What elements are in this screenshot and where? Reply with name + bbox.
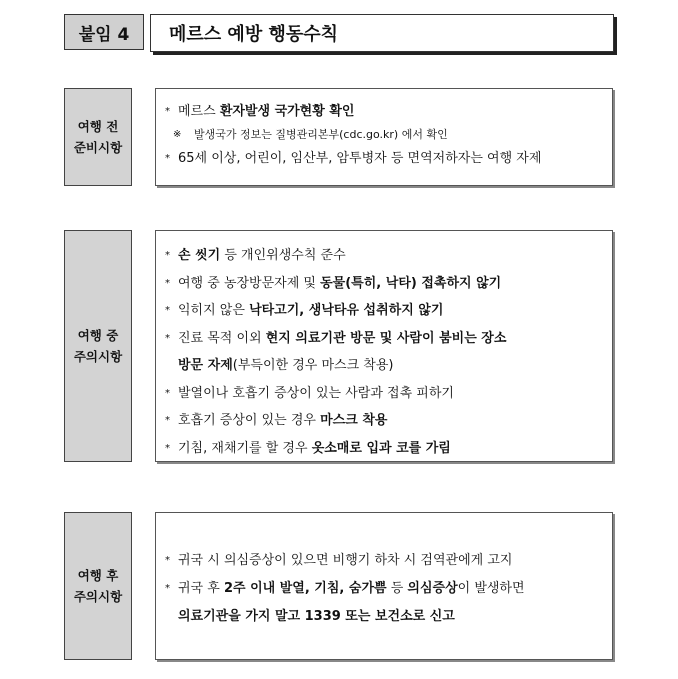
emphasis-text: 현지 의료기관 방문 및 사람이 붐비는 장소 — [265, 330, 507, 346]
bullet-marker: * — [165, 305, 170, 316]
bullet-marker: * — [165, 442, 170, 454]
list-item — [156, 380, 612, 408]
emphasis-text: 옷소매로 입과 코를 가림 — [311, 440, 451, 456]
appendix-tag — [64, 14, 144, 50]
emphasis-text: 마스크 착용 — [320, 413, 388, 428]
page-title-text: 메르스 예방 행동수칙 — [169, 24, 339, 45]
bullet-marker: * — [165, 250, 170, 261]
section-label-line2: 준비시항 — [73, 140, 123, 155]
emphasis-text: 환자발생 국가현황 확인 — [219, 104, 355, 119]
appendix-tag-text: 붙임 4 — [78, 24, 130, 45]
section-box-after-travel — [155, 512, 613, 660]
section-label-line1: 여행 후 — [77, 568, 119, 583]
list-item — [156, 435, 612, 463]
item-text: 65세 이상, 어린이, 임산부, 암투병자 등 면역저하자는 여행 자제 — [178, 151, 542, 166]
bullet-marker: ※ — [173, 129, 182, 140]
item-text: 발열이나 호흡기 증상이 있는 사람과 접촉 피하기 — [178, 385, 454, 401]
item-text: 이 발생하면 — [457, 581, 525, 596]
emphasis-text: 방문 자제 — [178, 358, 233, 373]
section-label-line1: 여행 중 — [77, 328, 119, 343]
bullet-marker: * — [165, 555, 170, 566]
section-label-during-travel — [64, 230, 132, 462]
item-text: 메르스 — [178, 104, 220, 119]
item-text: 귀국 시 의심증상이 있으면 비행기 하차 시 검역관에게 고지 — [178, 553, 513, 568]
section-label-line2: 주의시항 — [73, 589, 123, 604]
item-text: 호흡기 증상이 있는 경우 — [178, 413, 321, 428]
emphasis-text: 손 씻기 — [178, 248, 221, 263]
bullet-marker: * — [165, 153, 170, 164]
item-text: 진료 목적 이외 — [178, 330, 266, 346]
list-item — [156, 575, 612, 603]
list-item — [156, 146, 612, 171]
bullet-marker: * — [165, 332, 170, 344]
section-label-line2: 주의시항 — [73, 349, 123, 364]
item-text: 발생국가 정보는 질병관리본부(cdc.go.kr) 에서 확인 — [194, 128, 448, 141]
bullet-marker: * — [165, 415, 170, 426]
section-label-before-travel — [64, 88, 132, 186]
bullet-marker: * — [165, 387, 170, 399]
item-text: 등 — [386, 581, 408, 596]
list-item — [156, 99, 612, 124]
bullet-marker: * — [165, 583, 170, 594]
list-item — [156, 547, 612, 575]
emphasis-text: 동물(특히, 낙타) 접촉하지 않기 — [320, 275, 502, 291]
page-title — [150, 14, 614, 52]
list-item — [156, 603, 612, 631]
section-box-before-travel — [155, 88, 613, 186]
emphasis-text: 의료기관을 가지 말고 1339 또는 보건소로 신고 — [178, 609, 455, 624]
list-item — [156, 242, 612, 270]
list-item — [156, 270, 612, 298]
item-text: 기침, 재채기를 할 경우 — [178, 440, 312, 456]
item-text: 등 개인위생수칙 준수 — [220, 248, 346, 263]
emphasis-text: 의심증상 — [407, 581, 458, 596]
item-text: 귀국 후 — [178, 581, 224, 596]
list-item — [156, 124, 612, 146]
list-item — [156, 325, 612, 353]
list-item — [156, 352, 612, 380]
emphasis-text: 2주 이내 발열, 기침, 숨가쁨 — [223, 581, 387, 596]
bullet-marker: * — [165, 106, 170, 117]
section-label-line1: 여행 전 — [77, 119, 119, 134]
emphasis-text: 낙타고기, 생낙타유 섭취하지 않기 — [249, 303, 444, 318]
section-label-after-travel — [64, 512, 132, 660]
item-text: 익히지 않은 — [178, 303, 250, 318]
item-text: (부득이한 경우 마스크 착용) — [232, 358, 394, 373]
list-item — [156, 407, 612, 435]
list-item — [156, 297, 612, 325]
item-text: 여행 중 농장방문자제 및 — [178, 275, 321, 291]
bullet-marker: * — [165, 277, 170, 289]
section-box-during-travel — [155, 230, 613, 462]
